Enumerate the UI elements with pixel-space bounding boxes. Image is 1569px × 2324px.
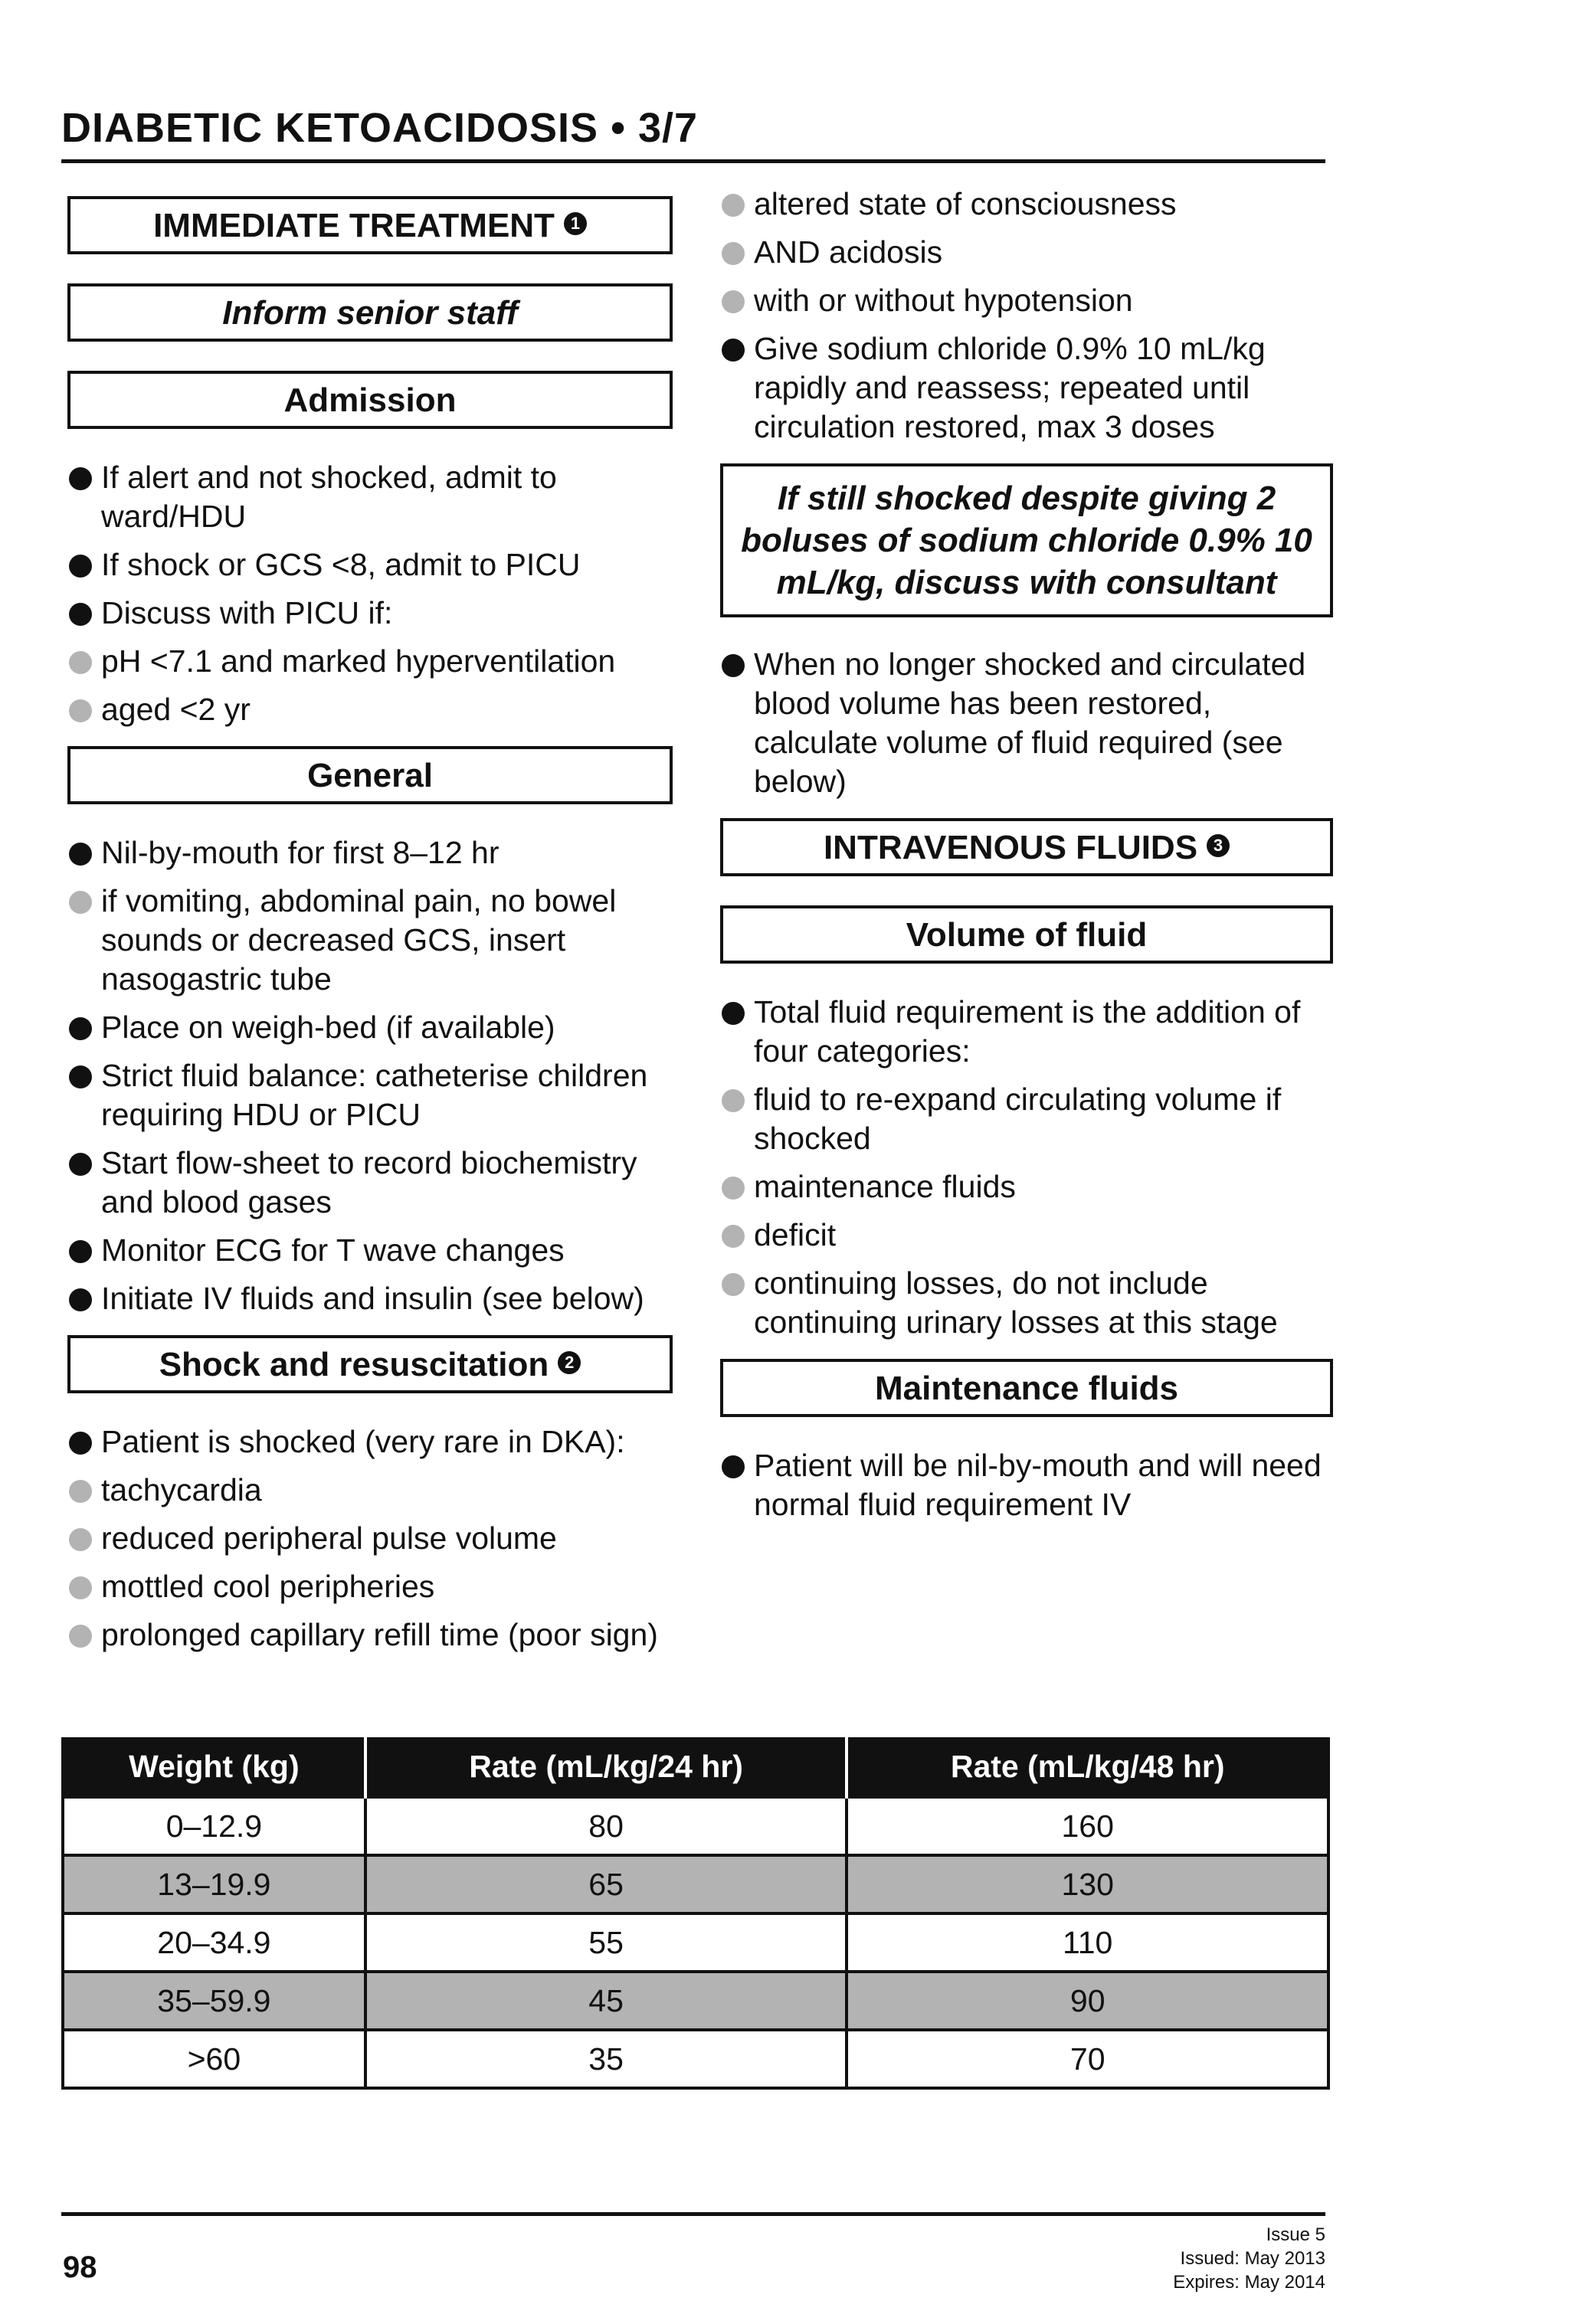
table-cell: 90 [847,1972,1328,2030]
list-item: If shock or GCS <8, admit to PICU [67,545,673,584]
step-number-badge-3: 3 [1207,834,1230,857]
list-subitem: with or without hypotension [720,281,1333,320]
maintenance-fluids-heading: Maintenance fluids [720,1359,1333,1417]
table-cell: 70 [847,2030,1328,2088]
list-item: Discuss with PICU if: [67,594,673,633]
shock-list [67,1422,673,1655]
list-subitem: reduced peripheral pulse volume [67,1519,673,1558]
list-item: Place on weigh-bed (if available) [67,1008,673,1047]
table-cell: 160 [847,1797,1328,1855]
list-subitem: fluid to re-expand circulating volume if shocked [720,1080,1333,1158]
table-cell: 65 [365,1855,847,1913]
list-item: Total fluid requirement is the addition of four categories: [720,993,1333,1071]
list-subitem: deficit [720,1216,1333,1255]
after-shock-list [720,645,1333,801]
admission-list [67,458,673,729]
list-subitem: if vomiting, abdominal pain, no bowel sounds or decreased GCS, insert nasogastric tube [67,882,673,999]
issued-date: Issued: May 2013 [1180,2248,1325,2269]
list-subitem: prolonged capillary refill time (poor sign) [67,1615,673,1655]
list-subitem: mottled cool peripheries [67,1567,673,1606]
issue-number: Issue 5 [1266,2224,1325,2245]
immediate-treatment-label: IMMEDIATE TREATMENT [153,206,555,244]
list-subitem: tachycardia [67,1471,673,1510]
list-item: Nil-by-mouth for first 8–12 hr [67,833,673,872]
list-subitem: aged <2 yr [67,690,673,729]
issue-info [1173,2223,1325,2294]
list-item: Give sodium chloride 0.9% 10 mL/kg rapidly and reassess; repeated until circulation restored, max 3 doses [720,329,1333,447]
table-cell: 20–34.9 [63,1913,365,1972]
page-number: 98 [63,2250,97,2284]
general-heading: General [67,746,673,804]
list-subitem: AND acidosis [720,233,1333,272]
list-subitem: altered state of consciousness [720,185,1333,224]
table-cell: 13–19.9 [63,1855,365,1913]
list-subitem: continuing losses, do not include continuing urinary losses at this stage [720,1264,1333,1342]
volume-of-fluid-heading: Volume of fluid [720,905,1333,964]
table-cell: 45 [365,1972,847,2030]
table-row [63,1855,1328,1913]
shock-resuscitation-label: Shock and resuscitation [159,1345,549,1383]
title-divider [61,159,1325,163]
consultant-warning-box: If still shocked despite giving 2 boluses of sodium chloride 0.9% 10 mL/kg, discuss with consultant [720,463,1333,617]
intravenous-fluids-heading [720,818,1333,876]
table-row [63,1797,1328,1855]
table-cell: 35–59.9 [63,1972,365,2030]
maintenance-list [720,1446,1333,1524]
intravenous-fluids-label: INTRAVENOUS FLUIDS [823,828,1198,866]
page-title: DIABETIC KETOACIDOSIS • 3/7 [61,105,699,151]
list-item: Start flow-sheet to record biochemistry and blood gases [67,1144,673,1222]
general-list [67,833,673,1318]
list-item: If alert and not shocked, admit to ward/HDU [67,458,673,536]
inform-senior-staff-box: Inform senior staff [67,283,673,342]
list-subitem: pH <7.1 and marked hyperventilation [67,642,673,681]
column-header-rate-24hr: Rate (mL/kg/24 hr) [365,1737,847,1797]
immediate-treatment-heading [67,196,673,254]
maintenance-rate-table [61,1737,1330,2090]
left-column [67,196,673,1671]
step-number-badge-2: 2 [558,1351,581,1374]
right-column [720,185,1333,1541]
table-cell: 35 [365,2030,847,2088]
column-header-rate-48hr: Rate (mL/kg/48 hr) [847,1737,1328,1797]
table-row [63,1913,1328,1972]
table-header-row [63,1737,1328,1797]
list-item: Strict fluid balance: catheterise children requiring HDU or PICU [67,1056,673,1134]
expiry-date: Expires: May 2014 [1173,2272,1325,2293]
list-item: Initiate IV fluids and insulin (see below) [67,1279,673,1318]
table-cell: 0–12.9 [63,1797,365,1855]
table-cell: >60 [63,2030,365,2088]
list-subitem: maintenance fluids [720,1167,1333,1206]
column-header-weight: Weight (kg) [63,1737,365,1797]
table-cell: 55 [365,1913,847,1972]
list-item: When no longer shocked and circulated blood volume has been restored, calculate volume of fluid required (see below) [720,645,1333,801]
shock-resuscitation-heading [67,1335,673,1393]
table-row [63,1972,1328,2030]
step-number-badge-1: 1 [564,212,587,235]
admission-heading: Admission [67,371,673,429]
volume-list [720,993,1333,1342]
table-cell: 130 [847,1855,1328,1913]
list-item: Patient is shocked (very rare in DKA): [67,1422,673,1462]
shock-continued-list [720,185,1333,447]
table-cell: 110 [847,1913,1328,1972]
table-row [63,2030,1328,2088]
list-item: Monitor ECG for T wave changes [67,1231,673,1270]
list-item: Patient will be nil-by-mouth and will need normal fluid requirement IV [720,1446,1333,1524]
table-cell: 80 [365,1797,847,1855]
footer-divider [61,2212,1325,2216]
